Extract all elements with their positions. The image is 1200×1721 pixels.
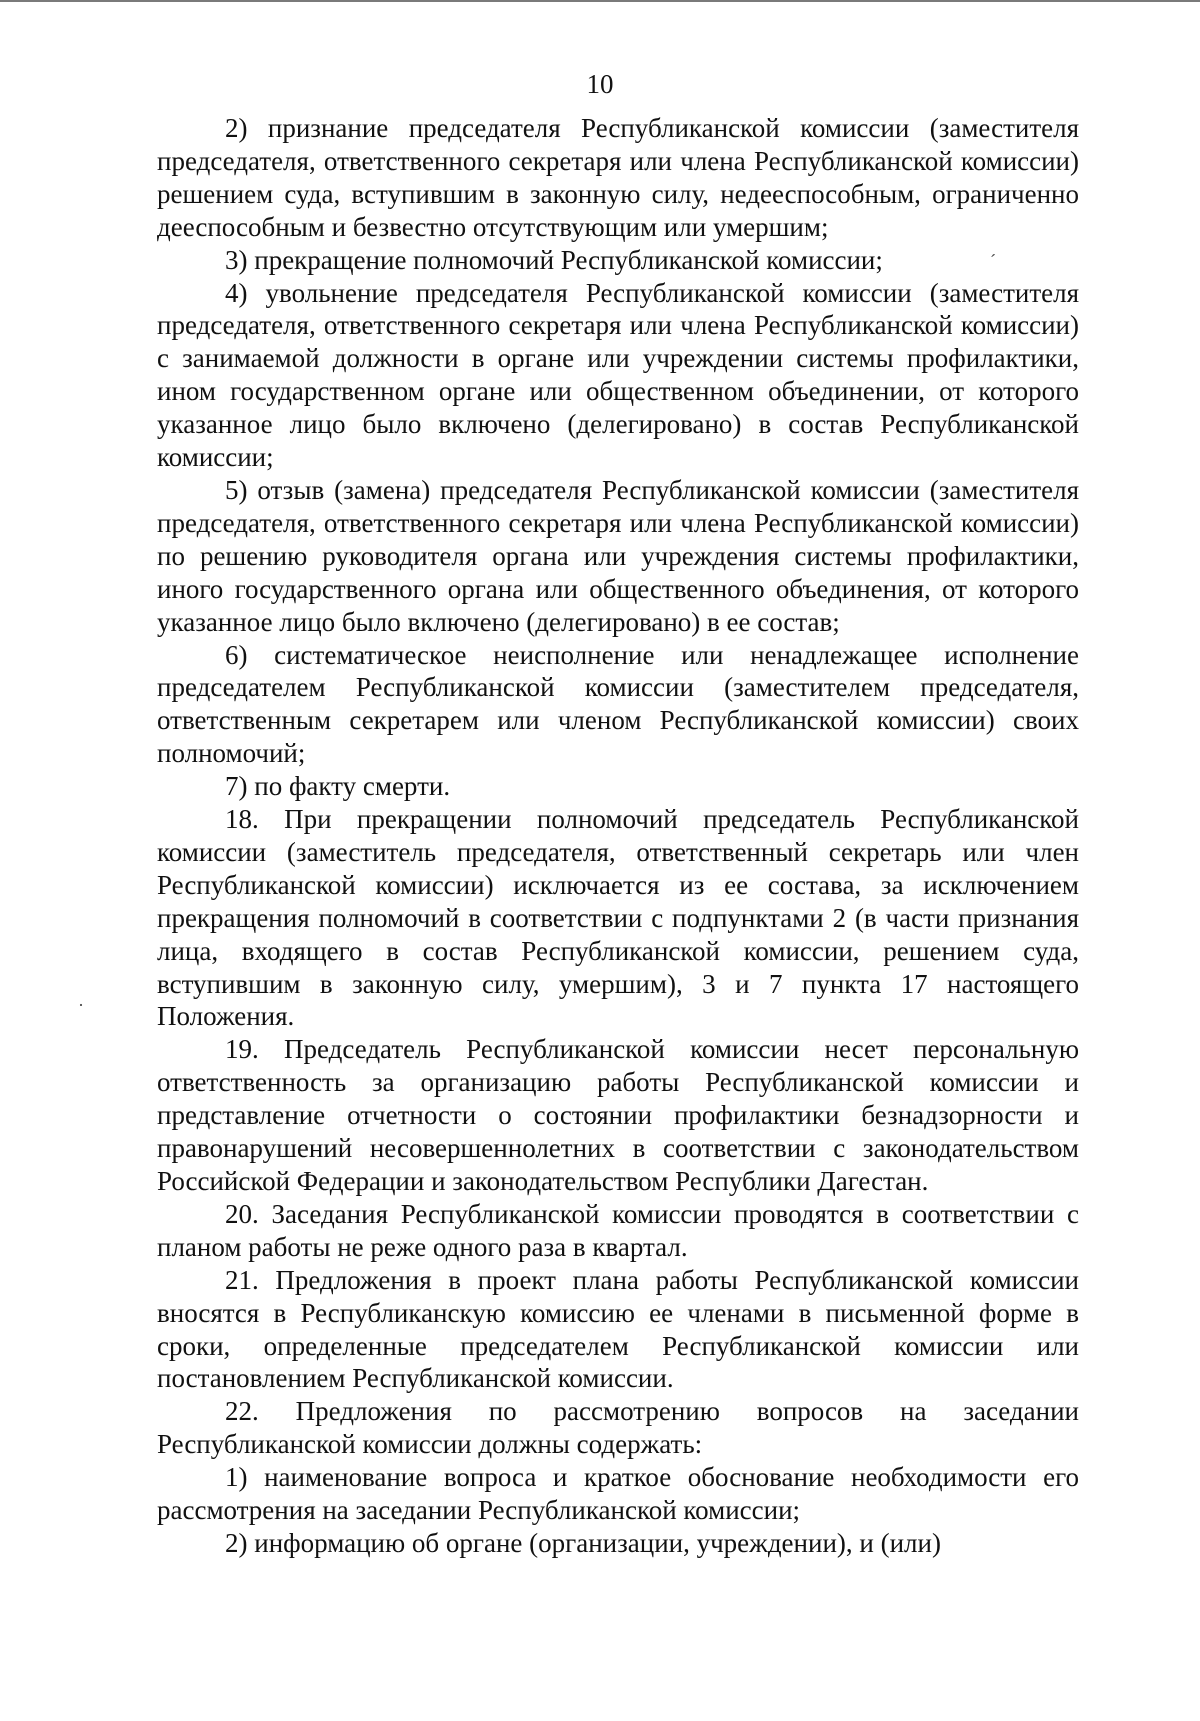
paragraph-item-19: 19. Председатель Республиканской комиссии несет персональную ответственность за организацию работы Республиканской комиссии и представление отчетности о состоянии профилактики безнадзорности и правонарушений несовершеннолетних в соответствии с законодательством Российской Федерации и законодательством Республики Дагестан. — [157, 1034, 1079, 1196]
paragraph-subitem-5: 5) отзыв (замена) председателя Республиканской комиссии (заместителя председателя, ответственного секретаря или члена Республиканской комиссии) по решению руководителя органа или учреждения системы профилактики, иного государственного органа или общественного объединения, от которого указанное лицо было включено (делегировано) в ее состав; — [157, 474, 1079, 637]
paragraph-subitem-4: 4) увольнение председателя Республиканской комиссии (заместителя председателя, ответственного секретаря или члена Республиканской комиссии) с занимаемой должности в органе или учреждении системы профилактики, ином государственном органе или общественном объединении, от которого указанное лицо было включено (делегировано) в состав Республиканской комиссии; — [157, 277, 1079, 473]
paragraph-item-22: 22. Предложения по рассмотрению вопросов на заседании Республиканской комиссии должны содержать: — [157, 1396, 1079, 1460]
paragraph-item-22-subitem-2: 2) информацию об органе (организации, учреждении), и (или) — [225, 1527, 941, 1558]
page-number: 10 — [586, 69, 614, 99]
paragraph-item-18: 18. При прекращении полномочий председатель Республиканской комиссии (заместитель председателя, ответственный секретарь или член Республиканской комиссии) исключается из ее состава, за исключением прекращения полномочий в соответствии с подпунктами 2 (в части признания лица, входящего в состав Республиканской комиссии, решением суда, вступившим в законную силу, умершим), 3 и 7 пункта 17 настоящего Положения. — [157, 804, 1079, 1032]
paragraph-subitem-2: 2) признание председателя Республиканской комиссии (заместителя председателя, ответственного секретаря или члена Республиканской комиссии) решением суда, вступившим в законную силу, недееспособным, ограниченно дееспособным и безвестно отсутствующим или умершим; — [157, 113, 1079, 242]
paragraph-item-22-subitem-1: 1) наименование вопроса и краткое обоснование необходимости его рассмотрения на заседании Республиканской комиссии; — [157, 1462, 1079, 1526]
scan-top-edge — [0, 0, 1200, 2]
paragraph-item-21: 21. Предложения в проект плана работы Республиканской комиссии вносятся в Республиканскую комиссию ее членами в письменной форме в сроки, определенные председателем Республиканской комиссии или постановлением Республиканской комиссии. — [157, 1264, 1079, 1394]
document-body — [157, 112, 1079, 1560]
paragraph-subitem-6: 6) систематическое неисполнение или ненадлежащее исполнение председателем Республиканской комиссии (заместителем председателя, ответственным секретарем или членом Республиканской комиссии) своих полномочий; — [157, 639, 1079, 769]
paragraph-subitem-3: 3) прекращение полномочий Республиканской комиссии; — [225, 244, 883, 275]
scan-margin-speck: · — [78, 995, 84, 1015]
paragraph-subitem-7: 7) по факту смерти. — [225, 771, 451, 802]
paragraph-item-20: 20. Заседания Республиканской комиссии проводятся в соответствии с планом работы не реже одного раза в квартал. — [157, 1198, 1079, 1262]
scan-speck-mark: ˊ — [990, 251, 996, 271]
